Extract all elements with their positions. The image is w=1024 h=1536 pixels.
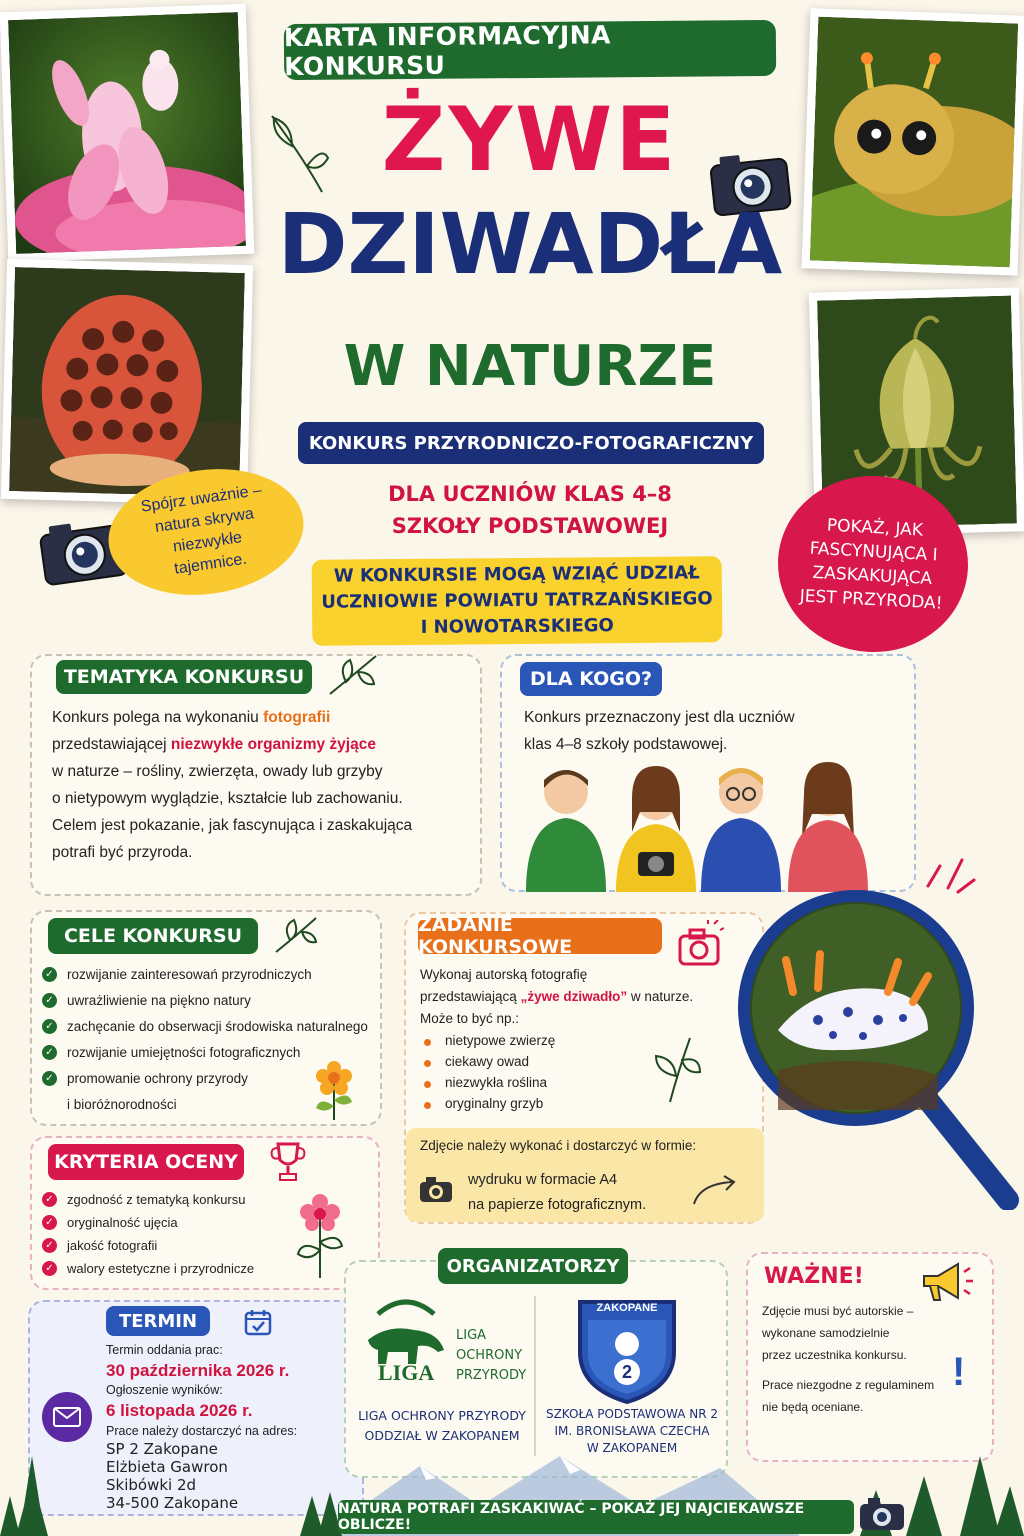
dla-kogo-line-1: Konkurs przeznaczony jest dla uczniów bbox=[524, 709, 795, 726]
form-title: Zdjęcie należy wykonać i dostarczyć w formie: bbox=[420, 1138, 697, 1153]
bullet-icon bbox=[424, 1039, 431, 1046]
tematyka-text bbox=[52, 704, 472, 866]
basket-fungus-image bbox=[9, 267, 245, 497]
students-illustration bbox=[516, 752, 886, 897]
participation-banner bbox=[312, 556, 723, 646]
address-line-3: Skibówki 2d bbox=[106, 1476, 197, 1494]
check-icon: ✓ bbox=[42, 1045, 57, 1060]
organizatorzy-title: ORGANIZATORZY bbox=[438, 1248, 628, 1284]
leaf-icon bbox=[650, 1032, 706, 1111]
sparkle-lines-icon bbox=[918, 846, 978, 901]
magnifier-sea-slug-illustration bbox=[738, 880, 1022, 1210]
title-line-3: W NATURZE bbox=[343, 334, 717, 399]
liga-logo-text bbox=[456, 1326, 526, 1386]
termin-date-2: 6 listopada 2026 r. bbox=[106, 1401, 253, 1420]
photo-caterpillar bbox=[802, 8, 1024, 275]
title-line-1: ŻYWE bbox=[381, 88, 679, 191]
zadanie-item bbox=[424, 1093, 644, 1114]
wazne-p1-line-1: Zdjęcie musi być autorskie – bbox=[762, 1304, 914, 1318]
title-line-2: DZIWADŁA bbox=[277, 195, 783, 293]
dla-kogo-title: DLA KOGO? bbox=[520, 662, 662, 696]
kryteria-title: KRYTERIA OCENY bbox=[48, 1144, 244, 1180]
exclamation-icon: ! bbox=[952, 1350, 966, 1394]
school-badge-number: 2 bbox=[621, 1362, 632, 1382]
audience-text bbox=[330, 478, 730, 542]
termin-label-2: Ogłoszenie wyników: bbox=[106, 1383, 223, 1397]
school-badge-top: ZAKOPANE bbox=[596, 1302, 658, 1314]
wazne-p1-line-3: przez uczestnika konkursu. bbox=[762, 1348, 907, 1362]
cele-item-text: zachęcanie do obserwacji środowiska naturalnego bbox=[67, 1019, 368, 1034]
kryteria-item bbox=[42, 1211, 312, 1234]
check-icon: ✓ bbox=[42, 1215, 57, 1230]
zadanie-line-3: Może to być np.: bbox=[420, 1011, 520, 1026]
check-icon: ✓ bbox=[42, 1019, 57, 1034]
tematyka-p4: o nietypowym wyglądzie, kształcie lub zachowaniu. bbox=[52, 790, 403, 807]
kryteria-item bbox=[42, 1257, 312, 1280]
form-text bbox=[468, 1168, 646, 1218]
kryteria-item-text: walory estetyczne i przyrodnicze bbox=[67, 1261, 255, 1276]
org1-line-2: ODDZIAŁ W ZAKOPANEM bbox=[364, 1428, 520, 1443]
check-icon: ✓ bbox=[42, 1192, 57, 1207]
wazne-title: WAŻNE! bbox=[764, 1264, 864, 1289]
zadanie-item bbox=[424, 1051, 644, 1072]
zadanie-line-2c: w naturze. bbox=[627, 989, 694, 1004]
bullet-icon bbox=[424, 1081, 431, 1088]
trophy-icon bbox=[268, 1140, 308, 1189]
tematyka-p6: potrafi być przyroda. bbox=[52, 844, 193, 861]
zadanie-item-text: nietypowe zwierzę bbox=[445, 1033, 556, 1048]
address-line-2: Elżbieta Gawron bbox=[106, 1458, 228, 1476]
check-icon: ✓ bbox=[42, 1261, 57, 1276]
check-icon: ✓ bbox=[42, 967, 57, 982]
kryteria-item bbox=[42, 1234, 312, 1257]
dla-kogo-line-2: klas 4–8 szkoły podstawowej. bbox=[524, 736, 728, 753]
form-line-2: na papierze fotograficznym. bbox=[468, 1197, 647, 1213]
zadanie-highlight: „żywe dziwadło” bbox=[520, 989, 628, 1004]
address-line-4: 34-500 Zakopane bbox=[106, 1494, 239, 1512]
zadanie-item-text: ciekawy owad bbox=[445, 1054, 530, 1069]
address-line-1: SP 2 Zakopane bbox=[106, 1440, 218, 1458]
zadanie-item-text: niezwykła roślina bbox=[445, 1075, 548, 1090]
caterpillar-image bbox=[810, 17, 1018, 268]
dla-kogo-text bbox=[524, 704, 904, 758]
kryteria-item-text: zgodność z tematyką konkursu bbox=[67, 1192, 246, 1207]
participation-line-1: W KONKURSIE MOGĄ WZIĄĆ UDZIAŁ bbox=[333, 562, 700, 587]
speech-bubble-yellow: Spójrz uważnie – natura skrywa niezwykłe tajemnice. bbox=[100, 457, 311, 607]
zadanie-list bbox=[424, 1030, 644, 1114]
spacer bbox=[762, 1366, 952, 1374]
cele-item bbox=[42, 988, 372, 1014]
zadanie-line-2a: przedstawiającą bbox=[420, 989, 521, 1004]
cele-item-text: uwrażliwienie na piękno natury bbox=[67, 993, 251, 1008]
tematyka-p2: przedstawiającej bbox=[52, 736, 171, 753]
kryteria-item bbox=[42, 1188, 312, 1211]
liga-text-2: OCHRONY bbox=[456, 1348, 523, 1363]
cele-item-text: promowanie ochrony przyrody bbox=[67, 1071, 248, 1086]
footer-slogan: NATURA POTRAFI ZASKAKIWAĆ – POKAŻ JEJ NAJCIEKAWSZE OBLICZE! bbox=[338, 1500, 854, 1534]
participation-line-3: I NOWOTARSKIEGO bbox=[420, 615, 614, 638]
info-card-banner: KARTA INFORMACYJNA KONKURSU bbox=[284, 20, 776, 80]
zadanie-item-text: oryginalny grzyb bbox=[445, 1096, 544, 1111]
tematyka-p3: w naturze – rośliny, zwierzęta, owady lub grzyby bbox=[52, 763, 383, 780]
cele-item-text: rozwijanie umiejętności fotograficznych bbox=[67, 1045, 301, 1060]
zadanie-item bbox=[424, 1030, 644, 1051]
termin-title: TERMIN bbox=[106, 1306, 210, 1336]
check-icon: ✓ bbox=[42, 1071, 57, 1086]
liga-logo-word: LIGA bbox=[378, 1360, 435, 1385]
zadanie-item bbox=[424, 1072, 644, 1093]
cele-item-text: i bioróżnorodności bbox=[67, 1097, 177, 1112]
speech-bubble-pink-text: POKAŻ, JAK FASCYNUJĄCA I ZASKAKUJĄCA JEST PRZYRODA! bbox=[799, 515, 943, 614]
bullet-icon bbox=[424, 1102, 431, 1109]
photo-orchid-mantis bbox=[0, 4, 254, 262]
calendar-icon bbox=[244, 1308, 272, 1341]
org2-line-2: IM. BRONISŁAWA CZECHA bbox=[554, 1424, 710, 1438]
form-line-1: wydruku w formacie A4 bbox=[468, 1172, 618, 1188]
wazne-p2-line-2: nie będą oceniane. bbox=[762, 1400, 864, 1414]
tematyka-title: TEMATYKA KONKURSU bbox=[56, 660, 312, 694]
org1-line-1: LIGA OCHRONY PRZYRODY bbox=[358, 1408, 526, 1423]
arrow-icon bbox=[690, 1174, 740, 1215]
flower-icon bbox=[292, 1190, 348, 1285]
audience-line-2: SZKOŁY PODSTAWOWEJ bbox=[391, 514, 669, 538]
cele-item-text: rozwijanie zainteresowań przyrodniczych bbox=[67, 967, 312, 982]
cele-item bbox=[42, 962, 372, 988]
org2-line-1: SZKOŁA PODSTAWOWA NR 2 bbox=[545, 1407, 719, 1421]
cele-item bbox=[42, 1014, 372, 1040]
liga-text-1: LIGA bbox=[456, 1328, 487, 1343]
audience-line-1: DLA UCZNIÓW KLAS 4–8 bbox=[388, 482, 672, 506]
leaf-icon bbox=[272, 914, 320, 961]
kryteria-item-text: jakość fotografii bbox=[67, 1238, 158, 1253]
zadanie-text bbox=[420, 964, 760, 1030]
liga-text-3: PRZYRODY bbox=[456, 1368, 527, 1383]
participation-line-2: UCZNIOWIE POWIATU TATRZAŃSKIEGO bbox=[321, 588, 713, 613]
zadanie-line-1: Wykonaj autorską fotografię bbox=[420, 967, 588, 982]
tematyka-p1: Konkurs polega na wykonaniu bbox=[52, 709, 264, 726]
kryteria-list bbox=[42, 1188, 312, 1280]
wazne-p1-line-2: wykonane samodzielnie bbox=[762, 1326, 890, 1340]
camera-icon bbox=[858, 1494, 906, 1536]
cele-title: CELE KONKURSU bbox=[48, 918, 258, 954]
camera-icon bbox=[418, 1174, 454, 1209]
contest-subtitle: KONKURS PRZYRODNICZO-FOTOGRAFICZNY bbox=[298, 422, 764, 464]
tematyka-highlight-photo: fotografii bbox=[263, 709, 331, 726]
bullet-icon bbox=[424, 1060, 431, 1067]
check-icon: ✓ bbox=[42, 1238, 57, 1253]
tematyka-p5: Celem jest pokazanie, jak fascynująca i zaskakująca bbox=[52, 817, 413, 834]
school-badge bbox=[574, 1296, 680, 1406]
flower-icon bbox=[306, 1056, 362, 1127]
liga-logo bbox=[358, 1294, 454, 1390]
wazne-p2-line-1: Prace niezgodne z regulaminem bbox=[762, 1378, 935, 1392]
zadanie-title: ZADANIE KONKURSOWE bbox=[418, 918, 662, 954]
org2-line-3: W ZAKOPANEM bbox=[586, 1441, 678, 1455]
kryteria-item-text: oryginalność ujęcia bbox=[67, 1215, 178, 1230]
termin-date-1: 30 października 2026 r. bbox=[106, 1361, 290, 1380]
tematyka-highlight-organisms: niezwykłe organizmy żyjące bbox=[170, 736, 376, 753]
termin-label-3: Prace należy dostarczyć na adres: bbox=[106, 1424, 298, 1438]
termin-label-1: Termin oddania prac: bbox=[106, 1343, 223, 1357]
check-icon: ✓ bbox=[42, 993, 57, 1008]
leaf-icon bbox=[326, 652, 380, 703]
orchid-mantis-image bbox=[8, 12, 246, 254]
